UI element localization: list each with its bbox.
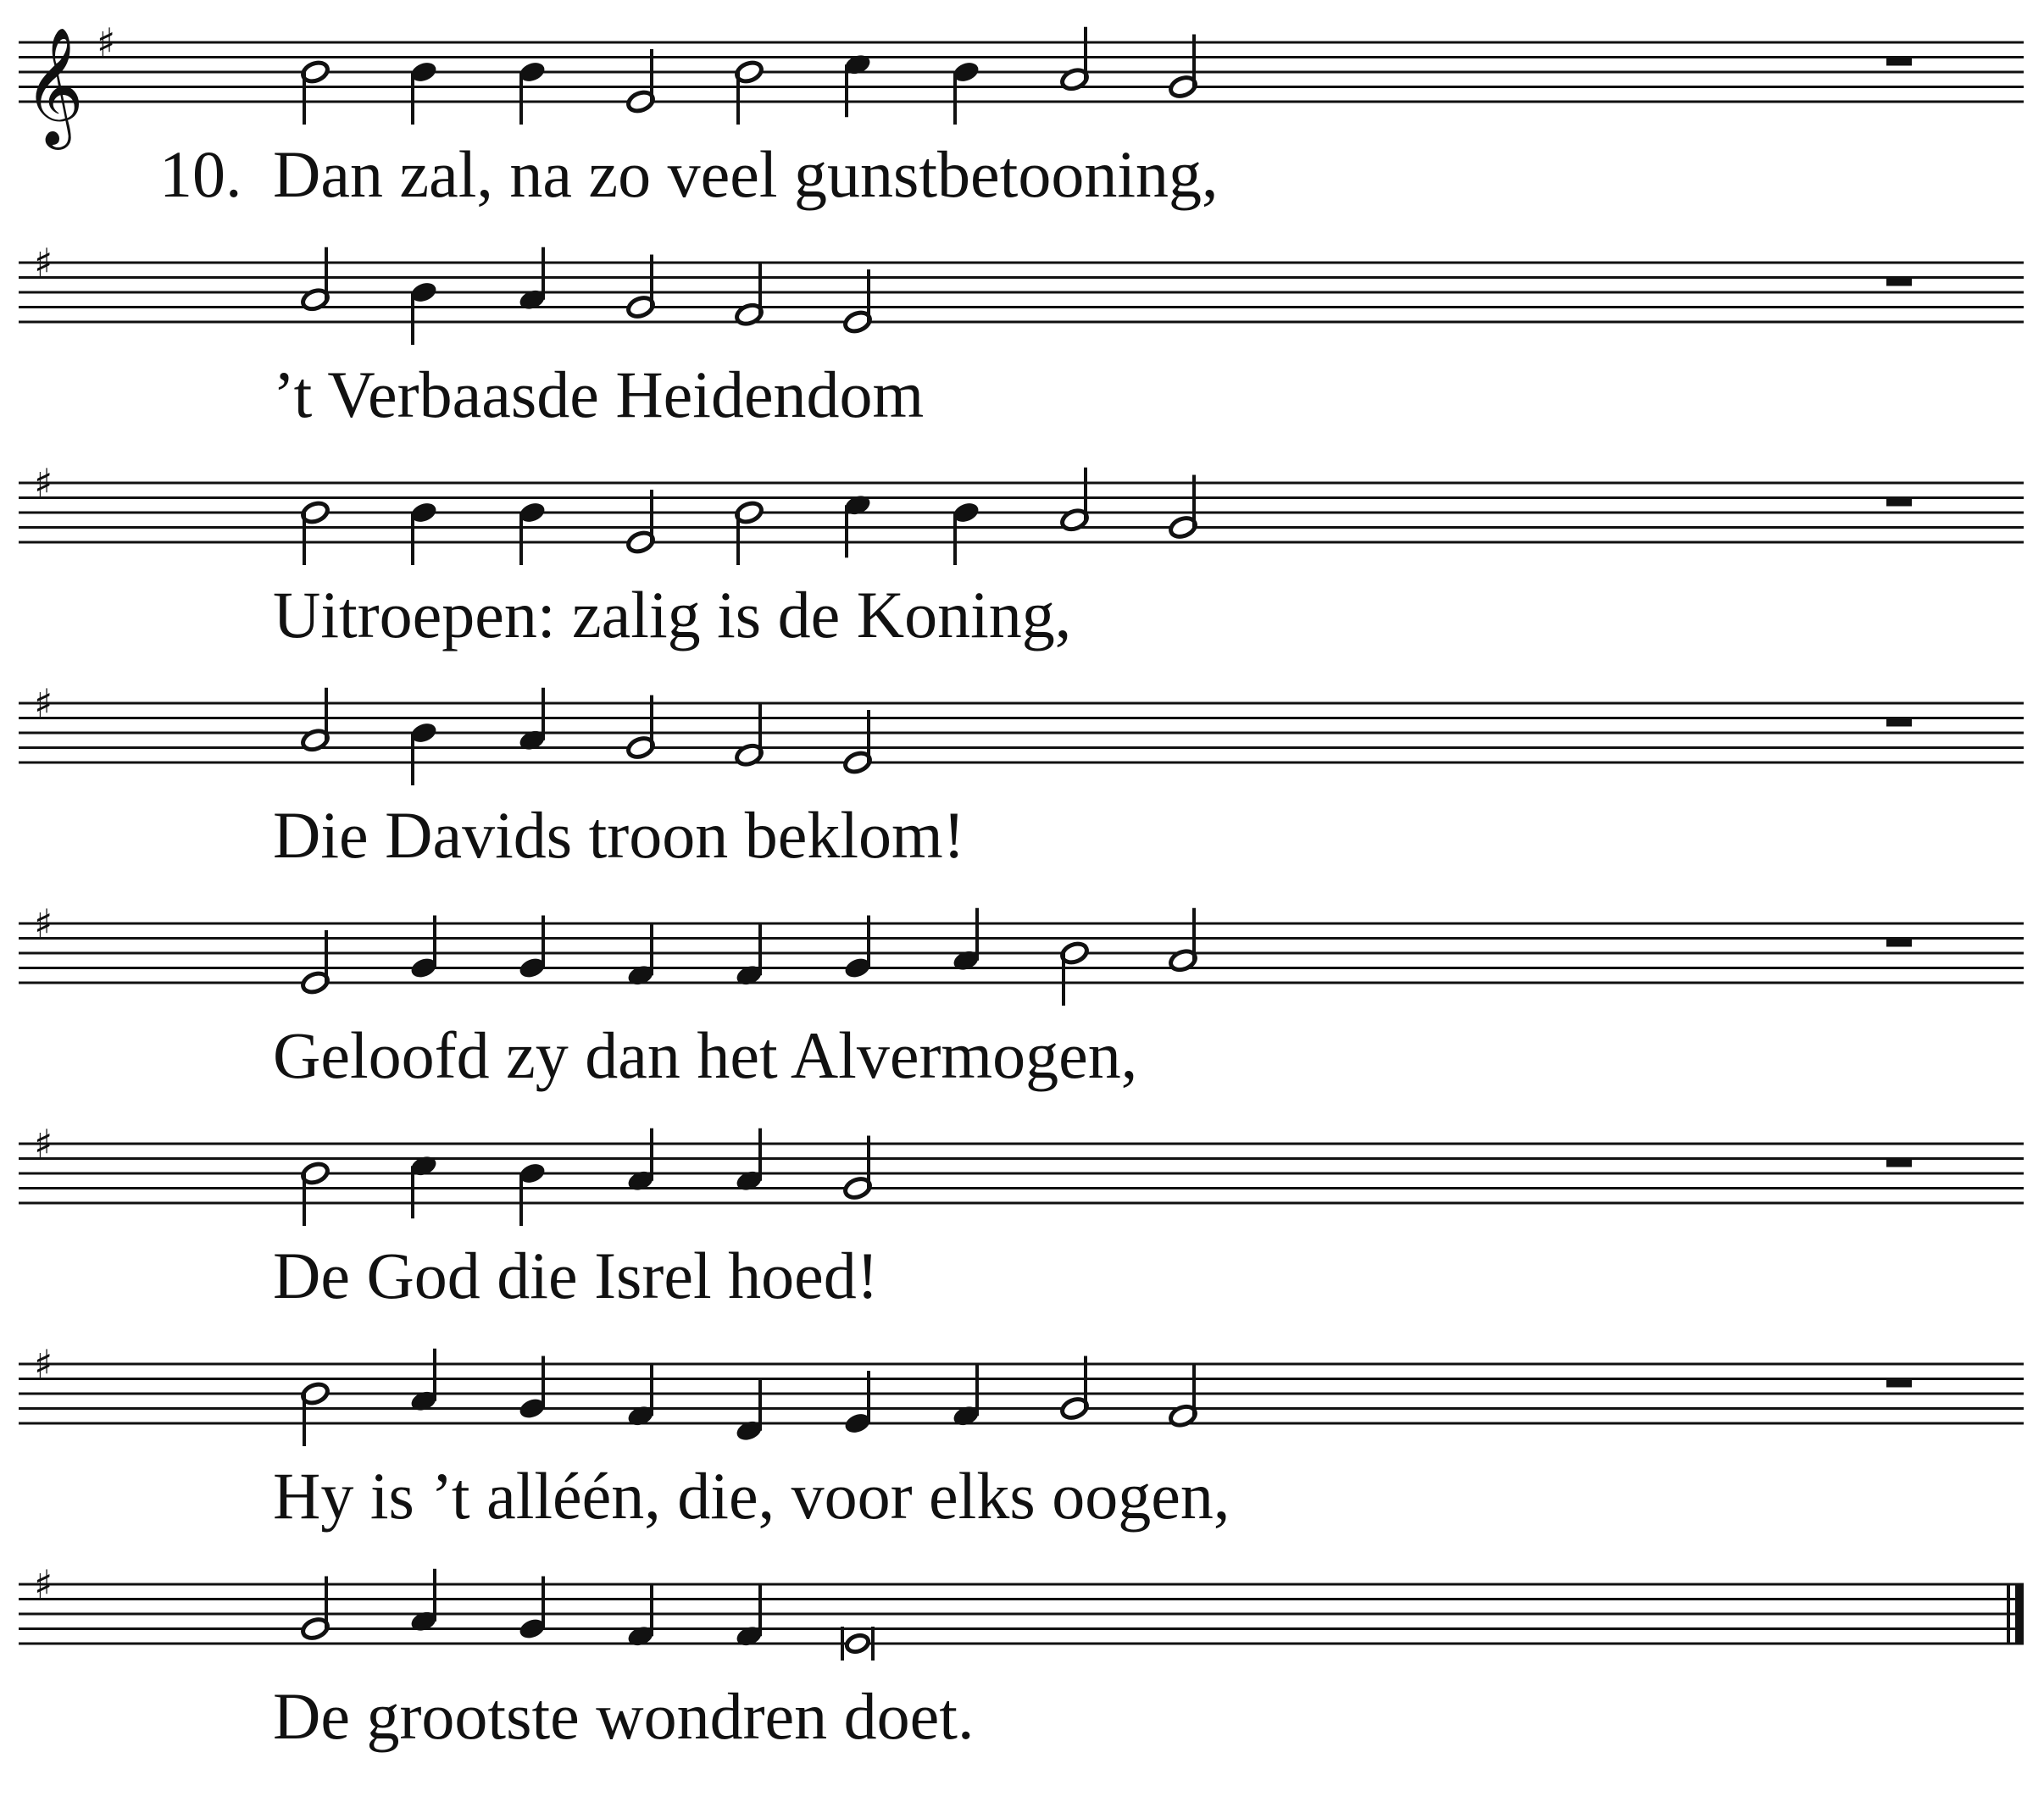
note [842, 916, 872, 981]
note [625, 255, 655, 320]
note [1168, 35, 1197, 100]
staff-system [19, 680, 2024, 872]
note [625, 490, 655, 555]
note [625, 696, 655, 761]
lyric-line: Die Davids troon beklom! [273, 798, 965, 872]
lyric-line: Hy is ’t alléén, die, voor elks oogen, [273, 1459, 1230, 1533]
lyric-line: De God die Isrel hoed! [273, 1239, 879, 1312]
note [734, 1128, 764, 1194]
note [625, 1363, 655, 1428]
half-rest [1886, 1380, 1912, 1388]
staff-system [19, 19, 2024, 211]
note [842, 1627, 873, 1661]
note [951, 1363, 980, 1428]
half-rest [1886, 279, 1912, 286]
note [625, 1583, 655, 1649]
staff-system [19, 240, 2024, 431]
note [1168, 475, 1197, 541]
note [734, 59, 764, 125]
note [517, 1161, 547, 1226]
note [517, 688, 547, 753]
note [734, 500, 764, 565]
key-signature-sharp: ♯ [34, 460, 53, 506]
note [300, 247, 330, 313]
note [408, 1349, 438, 1414]
note [408, 1569, 438, 1634]
note [734, 923, 764, 988]
lyric-line: ’t Verbaasde Heidendom [273, 358, 925, 431]
note [842, 710, 872, 775]
note [517, 916, 547, 981]
staff-system [19, 460, 2024, 651]
note [517, 500, 547, 565]
treble-clef: 𝄞 [24, 27, 84, 145]
note [517, 1356, 547, 1422]
note [951, 908, 980, 973]
lyric-line: Geloofd zy dan het Alvermogen, [273, 1018, 1138, 1092]
key-signature-sharp: ♯ [34, 1341, 53, 1387]
key-signature-sharp: ♯ [34, 901, 53, 946]
lyric-line: De grootste wondren doet. [273, 1679, 975, 1753]
note [517, 1577, 547, 1642]
note [300, 1381, 330, 1446]
note [517, 59, 547, 125]
key-signature-sharp: ♯ [34, 680, 53, 726]
key-signature-sharp: ♯ [97, 19, 116, 65]
final-barline-thick [2015, 1584, 2024, 1644]
note [951, 59, 980, 125]
note-head [845, 1633, 871, 1655]
note [300, 59, 330, 125]
note [408, 916, 438, 981]
note [734, 702, 764, 768]
half-rest [1886, 499, 1912, 507]
note [734, 1378, 764, 1444]
note [734, 262, 764, 327]
note [842, 52, 872, 117]
staff-system [19, 1561, 2024, 1753]
key-signature-sharp: ♯ [34, 240, 53, 286]
half-rest [1886, 1160, 1912, 1167]
note [625, 49, 655, 114]
staff-system [19, 901, 2024, 1092]
note [300, 930, 330, 995]
half-rest [1886, 940, 1912, 947]
note [300, 688, 330, 753]
note [1059, 27, 1089, 92]
note [408, 720, 438, 785]
note [1168, 908, 1197, 973]
staff-system [19, 1121, 2024, 1312]
note [408, 1153, 438, 1218]
note [842, 269, 872, 335]
note [408, 59, 438, 125]
staff-system [19, 1341, 2024, 1533]
verse-number: 10. [159, 137, 242, 211]
note [1059, 940, 1089, 1006]
note [408, 500, 438, 565]
half-rest [1886, 719, 1912, 727]
note [408, 280, 438, 345]
note [1059, 1356, 1089, 1422]
note [951, 500, 980, 565]
half-rest [1886, 58, 1912, 66]
lyric-line: Dan zal, na zo veel gunstbetooning, [273, 137, 1219, 211]
note [734, 1583, 764, 1649]
note [300, 500, 330, 565]
note [300, 1577, 330, 1642]
note [1059, 468, 1089, 533]
note [625, 923, 655, 988]
note [300, 1161, 330, 1226]
note [517, 247, 547, 313]
note [842, 492, 872, 557]
lyric-line: Uitroepen: zalig is de Koning, [273, 578, 1072, 651]
note [625, 1128, 655, 1194]
note [1168, 1363, 1197, 1428]
note [842, 1371, 872, 1436]
note [842, 1136, 872, 1201]
key-signature-sharp: ♯ [34, 1121, 53, 1167]
key-signature-sharp: ♯ [34, 1561, 53, 1607]
